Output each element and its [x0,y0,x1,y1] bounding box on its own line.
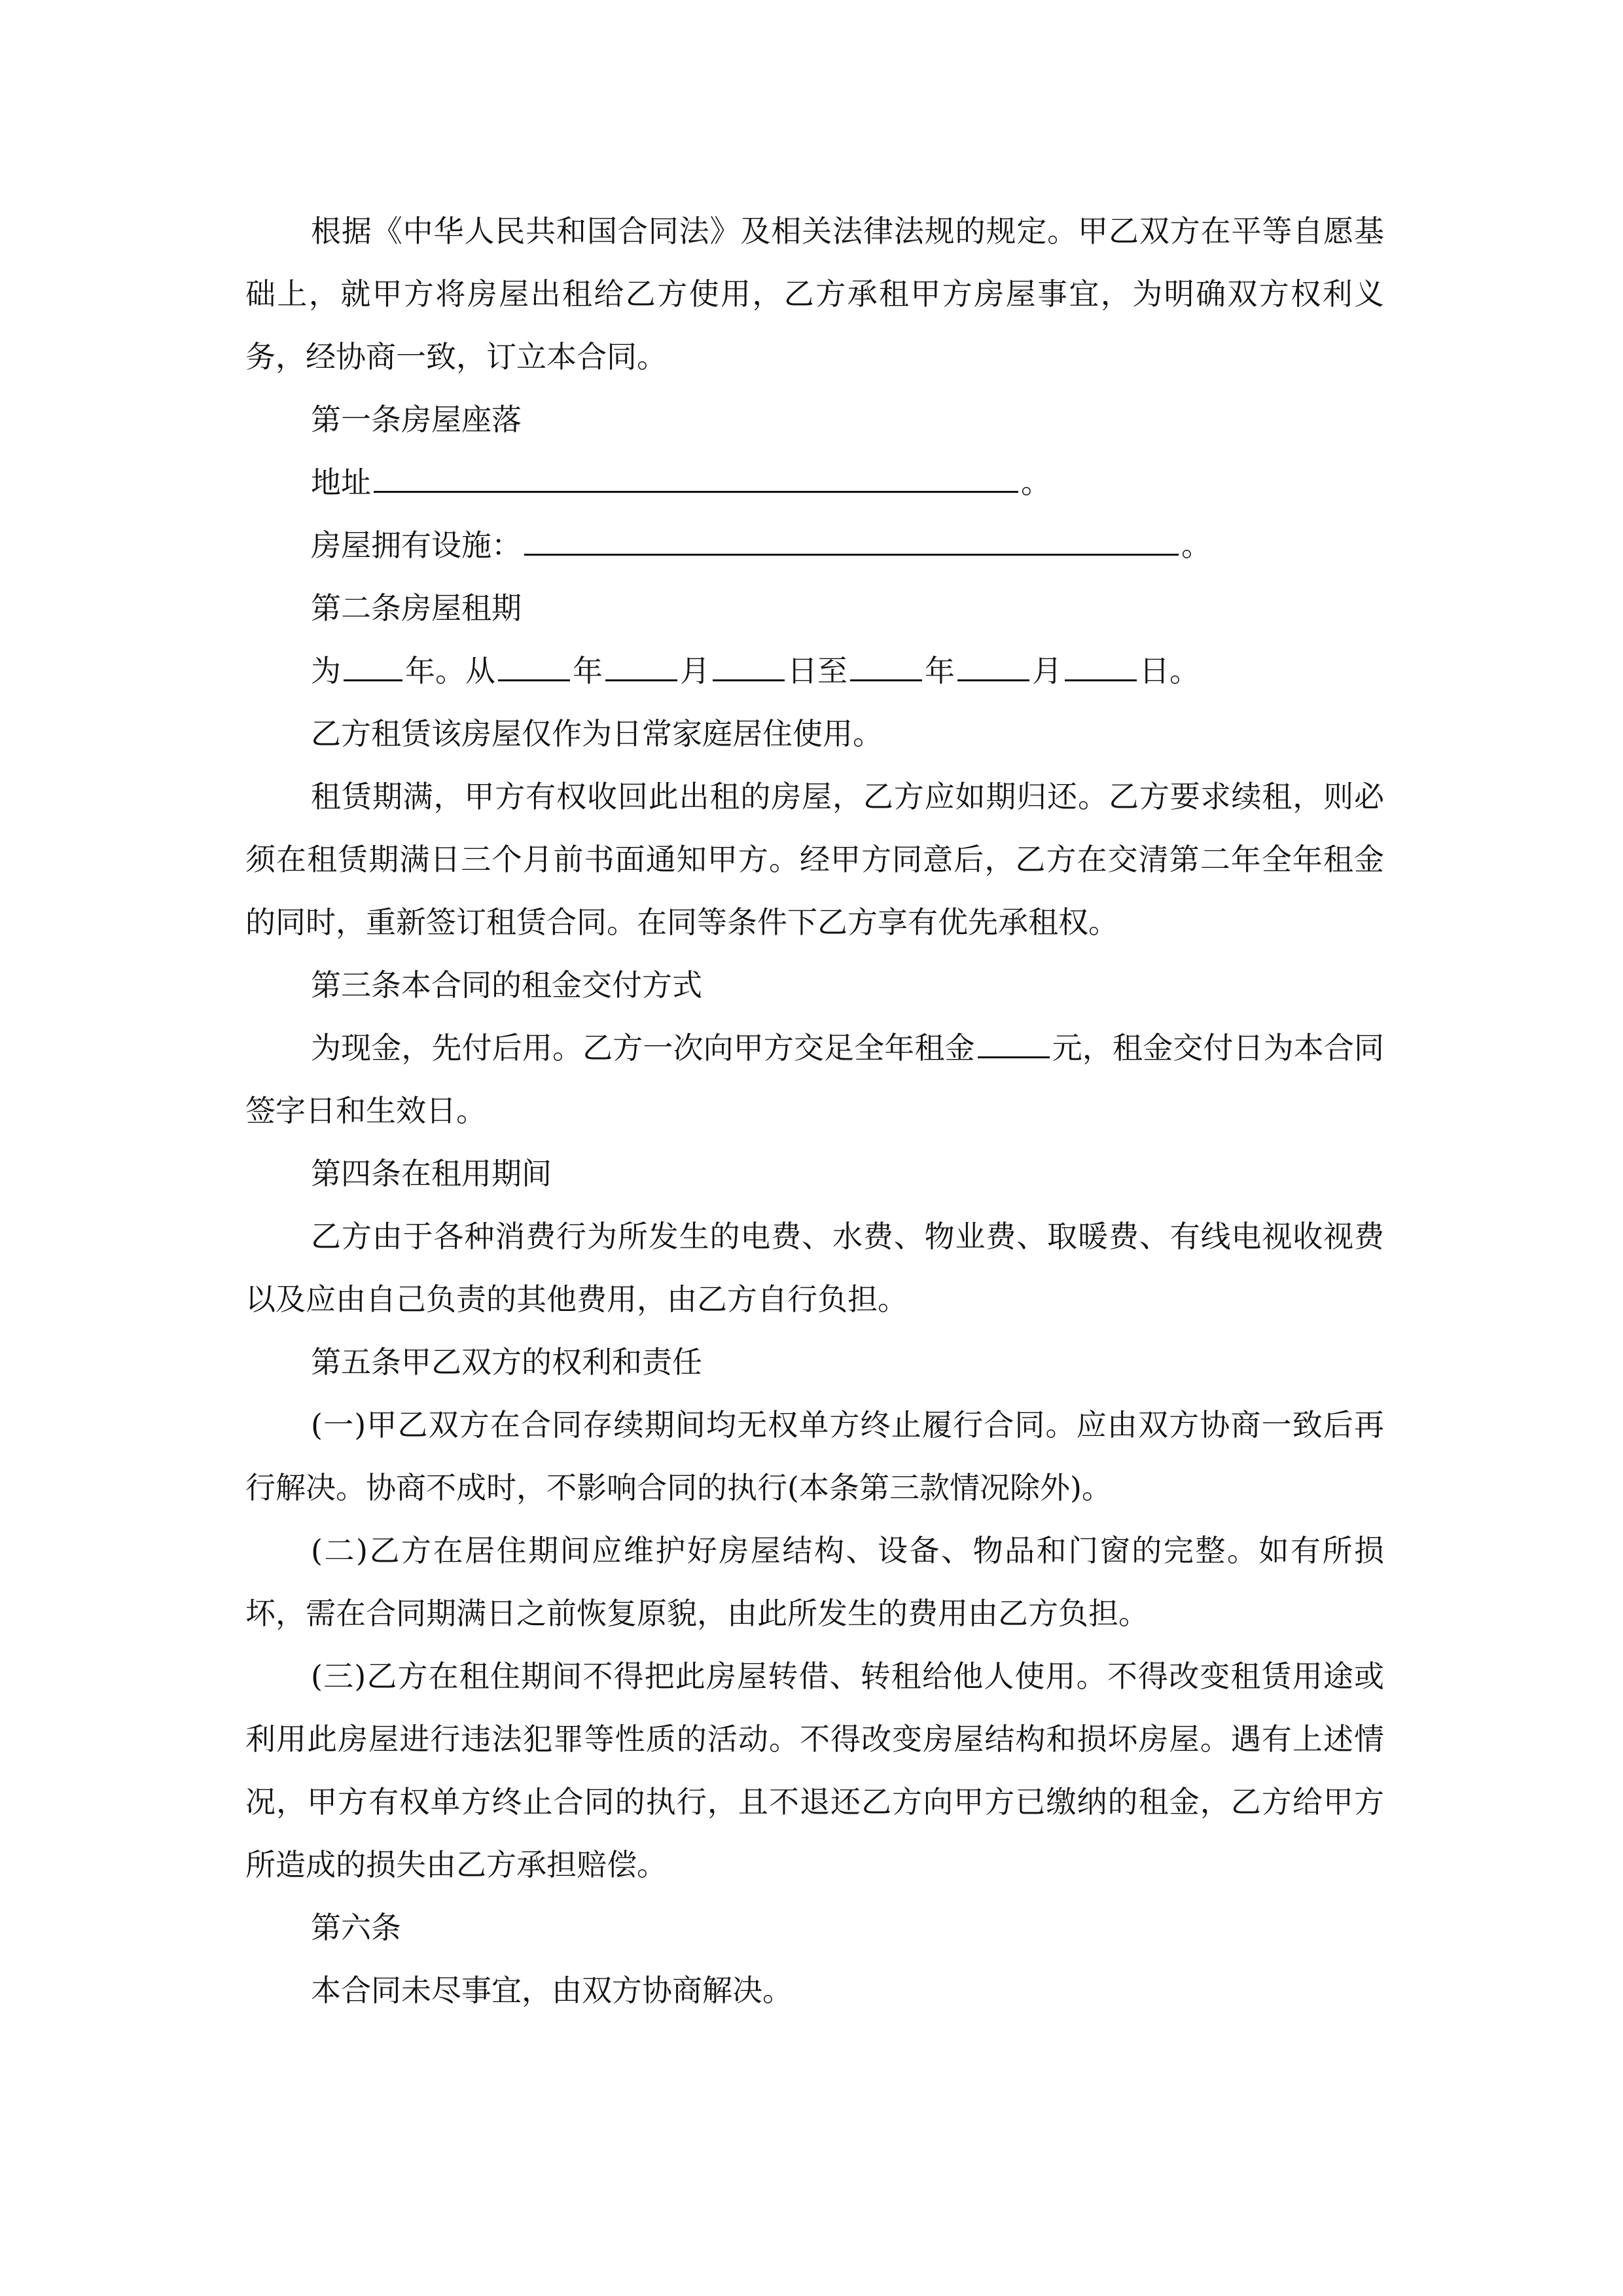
renewal-paragraph: 租赁期满，甲方有权收回此出租的房屋，乙方应如期归还。乙方要求续租，则必须在租赁期满日三个月前书面通知甲方。经甲方同意后，乙方在交清第二年全年租金的同时，重新签订租赁合同。在同等条件下乙方享有优先承租权。 [245,779,1384,940]
clause-3-paragraph: (三)乙方在租住期间不得把此房屋转借、转租给他人使用。不得改变租赁用途或利用此房屋进行违法犯罪等性质的活动。不得改变房屋结构和损坏房屋。遇有上述情况，甲方有权单方终止合同的执行，且不退还乙方向甲方已缴纳的租金，乙方给甲方所造成的损失由乙方承担赔偿。 [245,1659,1384,1882]
term-yue1: 月 [680,653,710,689]
end-day-blank [1065,649,1137,681]
start-day-blank [713,649,785,681]
fees-paragraph: 乙方由于各种消费行为所发生的电费、水费、物业费、取暖费、有线电视收视费以及应由自己负责的其他费用，由乙方自行负担。 [245,1219,1384,1317]
clause-2-paragraph: (二)乙方在居住期间应维护好房屋结构、设备、物品和门窗的完整。如有所损坏，需在合同期满日之前恢复原貌，由此所发生的费用由乙方负担。 [245,1533,1384,1631]
term-nian-cong: 年。从 [405,653,495,689]
clause-1-paragraph: (一)甲乙双方在合同存续期间均无权单方终止履行合同。应由双方协商一致后再行解决。协商不成时，不影响合同的执行(本条第三款情况除外)。 [245,1407,1384,1505]
article-1-title: 第一条房屋座落 [311,402,522,437]
term-ri-end: 日。 [1139,653,1200,689]
start-year-blank [498,649,570,681]
term-years-blank [344,649,402,681]
term-yue2: 月 [1032,653,1062,689]
intro-paragraph: 根据《中华人民共和国合同法》及相关法律法规的规定。甲乙双方在平等自愿基础上，就甲方将房屋出租给乙方使用，乙方承租甲方房屋事宜，为明确双方权利义务，经协商一致，订立本合同。 [245,213,1384,374]
payment-paragraph [245,1016,1384,1142]
usage-paragraph: 乙方租赁该房屋仅作为日常家庭居住使用。 [311,716,883,751]
end-month-blank [957,649,1029,681]
final-paragraph: 本合同未尽事宜，由双方协商解决。 [311,1973,793,2008]
facilities-blank [524,524,1179,556]
address-line [245,451,1384,514]
term-line [245,639,1384,702]
contract-page [245,200,1384,2022]
rent-amount-blank [978,1026,1050,1058]
term-nian2: 年 [925,653,955,689]
payment-before: 为现金，先付后用。乙方一次向甲方交足全年租金 [311,1030,975,1066]
address-blank [374,461,1018,493]
start-month-blank [605,649,677,681]
article-6-title: 第六条 [311,1910,401,1945]
address-label: 地址 [311,465,371,500]
term-nian1: 年 [573,653,603,689]
facilities-end: 。 [1181,528,1211,563]
article-3-title: 第三条本合同的租金交付方式 [311,967,702,1003]
facilities-label: 房屋拥有设施： [311,528,522,563]
article-5-title: 第五条甲乙双方的权利和责任 [311,1344,702,1380]
end-year-blank [850,649,922,681]
term-wei: 为 [311,653,341,689]
facilities-line [245,514,1384,577]
payment-after: 元，租金交付日为本合同签字日和生效日。 [245,1030,1384,1128]
address-end: 。 [1021,465,1051,500]
article-4-title: 第四条在租用期间 [311,1156,552,1191]
term-ri-zhi: 日至 [787,653,847,689]
article-2-title: 第二条房屋租期 [311,590,522,626]
